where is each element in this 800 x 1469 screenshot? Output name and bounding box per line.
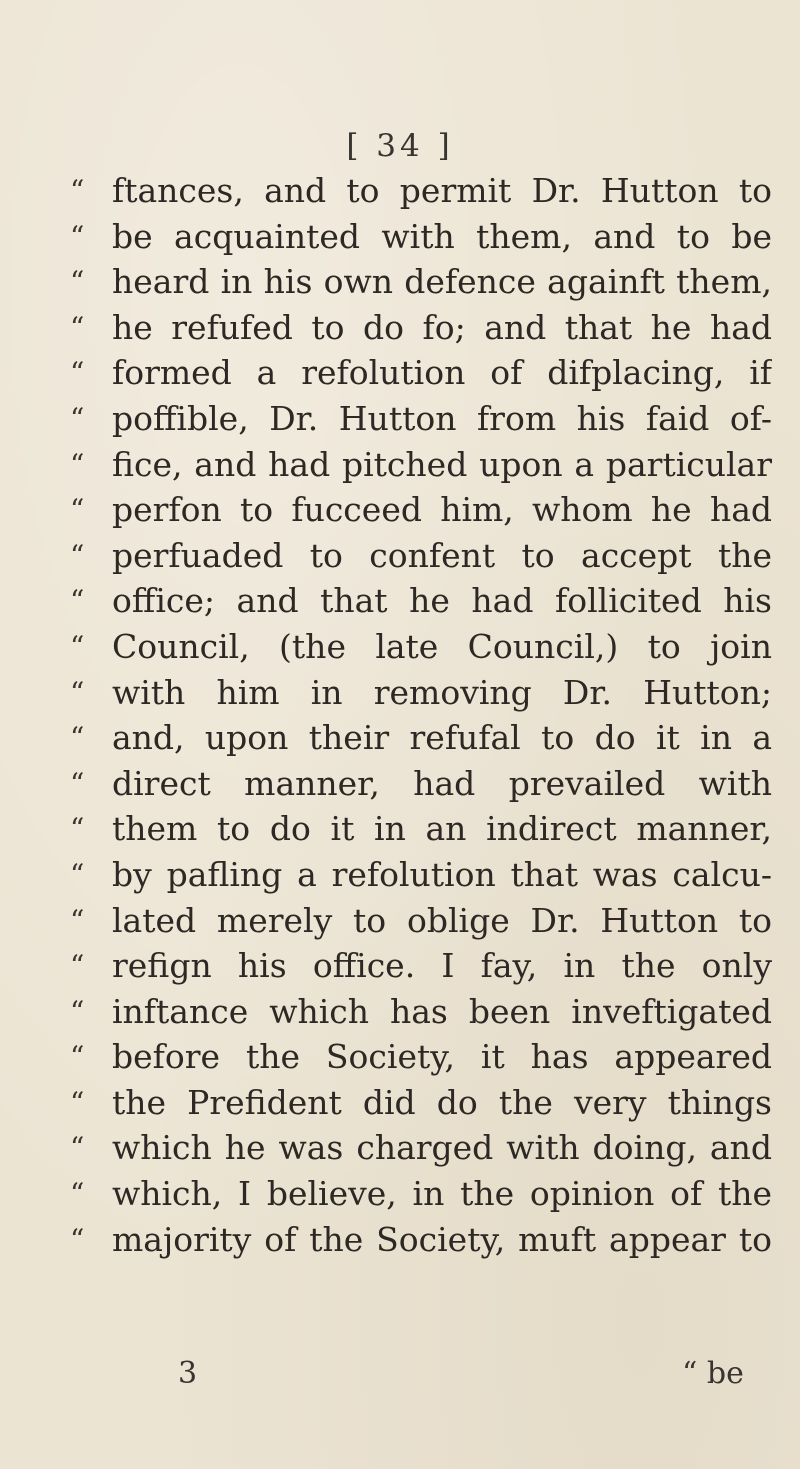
text-line (70, 989, 772, 1035)
line-text: poffible, Dr. Hutton from his faid of- (112, 398, 772, 438)
text-line (70, 214, 772, 260)
quote-mark: “ (70, 1131, 85, 1165)
quote-mark: “ (70, 721, 85, 755)
quote-mark: “ (70, 493, 85, 527)
line-text: perfuaded to confent to accept the (112, 535, 772, 575)
line-text: perfon to fucceed him, whom he had (112, 490, 772, 530)
body-text (70, 168, 772, 1262)
text-line (70, 1080, 772, 1126)
quote-mark: “ (70, 174, 85, 207)
text-line (70, 533, 772, 579)
text-line (70, 1125, 772, 1171)
quote-mark: “ (70, 584, 85, 618)
text-line (70, 670, 772, 716)
text-line (70, 396, 772, 442)
text-line (70, 259, 772, 305)
line-text: which he was charged with doing, and (112, 1128, 772, 1168)
quote-mark: “ (70, 857, 85, 891)
line-text: majority of the Society, muft appear to (112, 1219, 772, 1259)
line-text: formed a refolution of difplacing, if (112, 353, 772, 393)
quote-mark: “ (70, 1085, 85, 1119)
quote-mark: “ (70, 949, 85, 983)
quote-mark: “ (70, 1222, 85, 1256)
quote-mark: “ (70, 766, 85, 800)
line-text: fice, and had pitched upon a particular (112, 444, 772, 484)
quote-mark: “ (70, 538, 85, 572)
line-text: by pafling a refolution that was calcu- (112, 854, 772, 894)
line-text: lated merely to oblige Dr. Hutton to (112, 900, 772, 940)
quote-mark: “ (70, 219, 85, 253)
line-text: refign his office. I fay, in the only (112, 946, 772, 986)
line-text: and, upon their refufal to do it in a (112, 718, 772, 758)
text-line (70, 1217, 772, 1263)
text-line (70, 350, 772, 396)
quote-mark: “ (70, 903, 85, 937)
text-line (70, 624, 772, 670)
text-line (70, 715, 772, 761)
catchword: “ be (682, 1356, 744, 1391)
text-line (70, 487, 772, 533)
page-number: [ 34 ] (346, 128, 454, 164)
quote-mark: “ (70, 447, 85, 481)
quote-mark: “ (70, 994, 85, 1028)
quote-mark: “ (70, 812, 85, 846)
line-text: the Prefident did do the very things (112, 1082, 772, 1122)
quote-mark: “ (70, 265, 85, 299)
line-text: with him in removing Dr. Hutton; (112, 672, 772, 712)
line-text: them to do it in an indirect manner, (112, 809, 772, 849)
quote-mark: “ (70, 629, 85, 663)
quote-mark: “ (70, 310, 85, 344)
text-line (70, 442, 772, 488)
line-text: heard in his own defence againft them, (112, 262, 772, 302)
quote-mark: “ (70, 675, 85, 709)
line-text: before the Society, it has appeared (112, 1037, 772, 1077)
page-footer (0, 1356, 800, 1404)
quote-mark: “ (70, 1177, 85, 1211)
text-line (70, 943, 772, 989)
line-text: direct manner, had prevailed with (112, 763, 772, 803)
text-line (70, 1034, 772, 1080)
line-text: which, I believe, in the opinion of the (112, 1174, 772, 1214)
line-text: he refufed to do fo; and that he had (112, 307, 772, 347)
line-text: be acquainted with them, and to be (112, 216, 772, 256)
line-text: Council, (the late Council,) to join (112, 626, 772, 666)
quote-mark: “ (70, 1040, 85, 1074)
text-line (70, 305, 772, 351)
quote-mark: “ (70, 356, 85, 390)
text-line (70, 1171, 772, 1217)
signature-mark: 3 (178, 1356, 198, 1391)
quote-mark: “ (70, 401, 85, 435)
text-line (70, 168, 772, 214)
line-text: inftance which has been inveftigated (112, 991, 772, 1031)
text-line (70, 761, 772, 807)
text-line (70, 578, 772, 624)
line-text: office; and that he had follicited his (112, 581, 772, 621)
text-line (70, 898, 772, 944)
text-line (70, 806, 772, 852)
line-text: ftances, and to permit Dr. Hutton to (112, 171, 772, 210)
text-line (70, 852, 772, 898)
